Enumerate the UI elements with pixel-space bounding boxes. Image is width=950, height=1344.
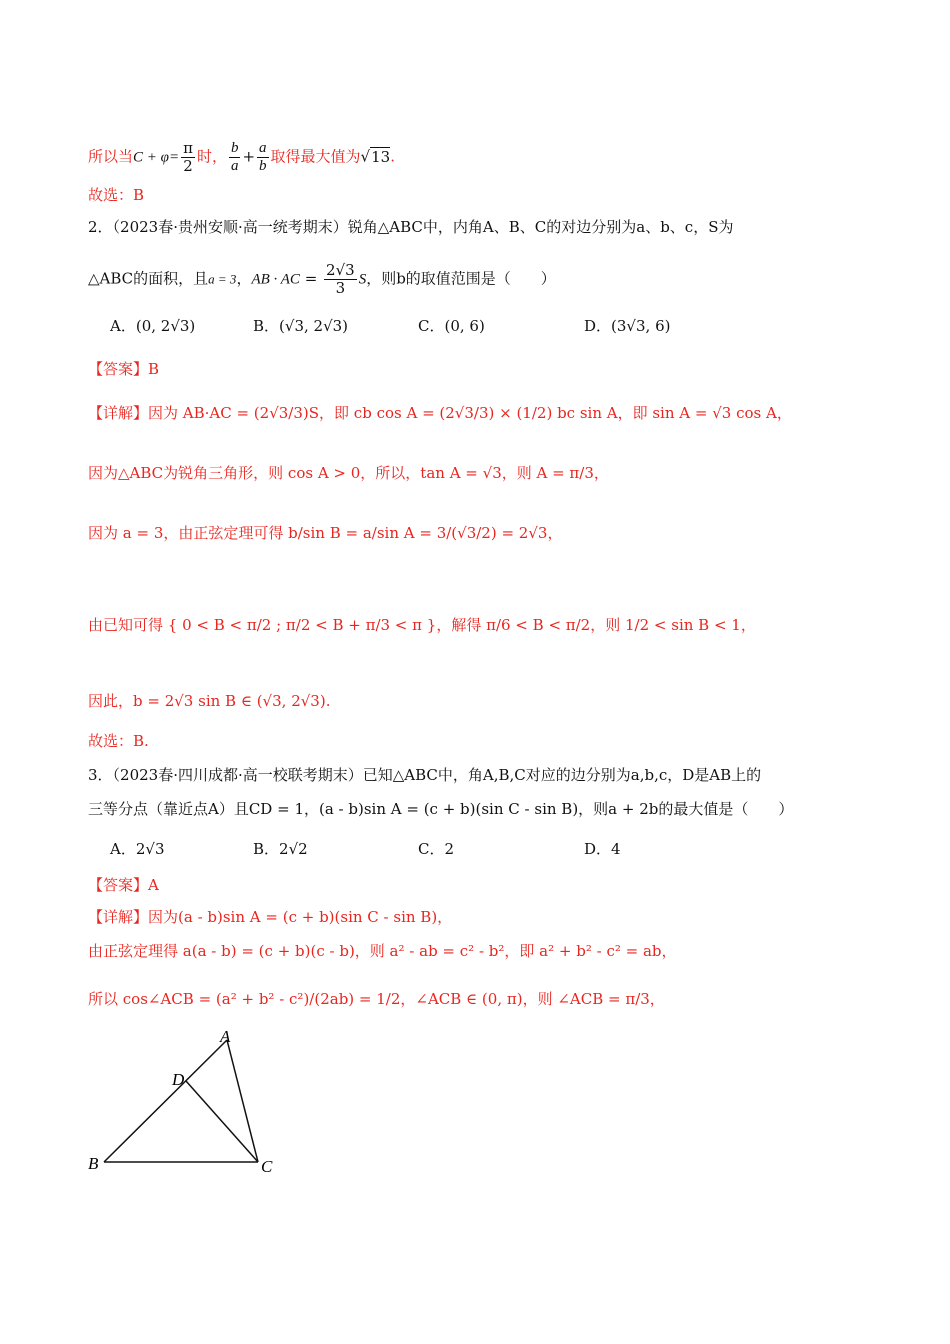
q3-number: 3． <box>88 766 113 784</box>
q2-option-d[interactable]: D．(3√3, 6) <box>584 317 671 335</box>
q3-detail-1: 【详解】因为(a - b)sin A = (c + b)(sin C - sin B)， <box>88 908 453 926</box>
q2-answer: 【答案】B <box>88 360 160 378</box>
q2-detail-1: 【详解】因为 AB·AC = (2√3/3)S，即 cb cos A = (2√3/3) × (1/2) bc sin A，即 sin A = √3 cos A， <box>88 404 792 422</box>
q2-stem-line2: △ABC的面积，且a = 3，AB · AC = $\frac{2√3}{3}$ S，则b的取值范围是（ ） <box>88 261 556 297</box>
q2-detail-5: 因此，b = 2√3 sin B ∈ (√3, 2√3). <box>88 692 331 710</box>
q3-answer: 【答案】A <box>88 876 159 894</box>
q2-detail-2: 因为△ABC为锐角三角形，则 cos A > 0，所以，tan A = √3，则 A = π/3， <box>88 464 609 482</box>
q2-number: 2． <box>88 218 113 236</box>
q3-stem1: 已知△ABC中，角A,B,C对应的边分别为a,b,c，D是AB上的 <box>362 766 762 784</box>
q2-stem2a: △ABC的面积，且 <box>88 269 209 288</box>
q3-stem-line2: 三等分点（靠近点A）且CD = 1，(a - b)sin A = (c + b)(sin C - sin B)，则a + 2b的最大值是（ ） <box>88 800 794 818</box>
q2-detail-4: 由已知可得 { 0 < B < π/2 ; π/2 < B + π/3 < π }，解得 π/6 < B < π/2，则 1/2 < sin B < 1， <box>88 616 756 634</box>
q2-option-a[interactable]: A．(0, 2√3) <box>110 317 196 335</box>
q2-option-b[interactable]: B．(√3, 2√3) <box>253 317 349 335</box>
q2-option-c[interactable]: C．(0, 6) <box>418 317 485 335</box>
conclusion-mid: 时， <box>196 147 227 166</box>
q3-stem-line1 <box>88 764 761 786</box>
q3-option-a[interactable]: A．2√3 <box>110 840 165 858</box>
q3-option-b[interactable]: B．2√2 <box>253 840 308 858</box>
label-d: D <box>172 1070 185 1089</box>
q2-stem1: 锐角△ABC中，内角A、B、C的对边分别为a、b、c，S为 <box>347 218 734 236</box>
q2-stem2b: ，则b的取值范围是（ ） <box>366 269 556 288</box>
conclusion-prefix: 所以当 <box>88 147 134 166</box>
conclusion-text: 取得最大值为 <box>270 147 361 166</box>
segment-ab <box>104 1040 227 1162</box>
q3-option-d[interactable]: D．4 <box>584 840 621 858</box>
label-a: A <box>220 1027 231 1046</box>
q3-detail-3: 所以 cos∠ACB = (a² + b² - c²)/(2ab) = 1/2，∠ACB ∈ (0, π)，则 ∠ACB = π/3， <box>88 990 665 1008</box>
q2-detail-3: 因为 a = 3，由正弦定理可得 b/sin B = a/sin A = 3/(√3/2) = 2√3， <box>88 524 563 542</box>
conclusion-line: 所以当C + φ= $\frac{\pi}{2}$ 时， $\frac{b}{a}$ + $\frac{a}{b}$ 取得最大值为√13. <box>88 139 395 175</box>
top-choice: 故选：B <box>88 186 145 204</box>
label-b: B <box>88 1154 99 1173</box>
triangle-figure <box>80 1025 300 1185</box>
q3-source: （2023春·四川成都·高一校联考期末） <box>112 766 363 784</box>
q2-source: （2023春·贵州安顺·高一统考期末） <box>112 218 348 236</box>
label-c: C <box>261 1157 273 1176</box>
q2-stem-line1 <box>88 216 733 238</box>
q3-detail-2: 由正弦定理得 a(a - b) = (c + b)(c - b)，则 a² - ab = c² - b²，即 a² + b² - c² = ab， <box>88 942 677 960</box>
q2-choice: 故选：B. <box>88 732 149 750</box>
q3-option-c[interactable]: C．2 <box>418 840 455 858</box>
